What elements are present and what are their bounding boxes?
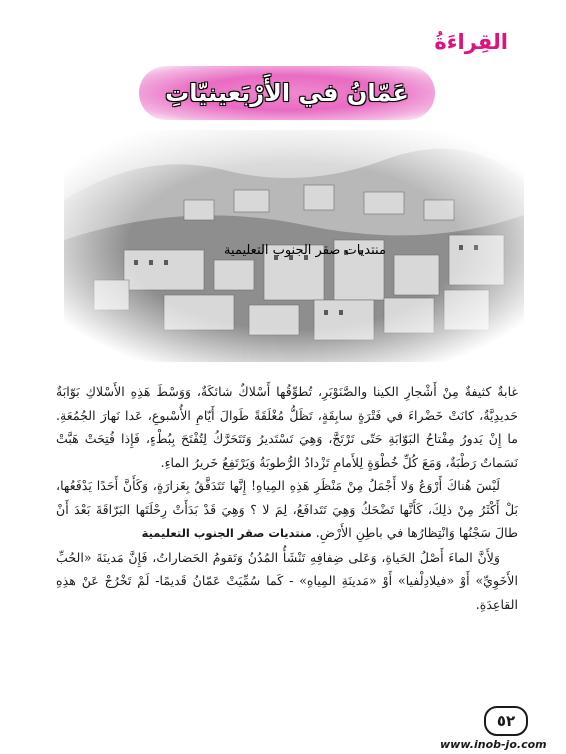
photo-watermark: منتديات صقر الجنوب التعليمية <box>224 243 386 258</box>
text-line: بَوّابَةٌ حَديدِيَّةٌ، كانَتْ خَضْراءَ في فَتْرَةٍ سابِقَةٍ، تَظَلُّ مُغْلَقَةً طَوالَ أَيّامِ الأُسْبوعِ، عَدا نَهارَ <box>56 384 518 423</box>
inline-watermark: منتديات صقر الجنوب التعليمية <box>141 526 312 540</box>
lesson-title: عَمّانُ في الأَرْبَعينيّاتِ <box>165 79 409 107</box>
site-url: www.inob-jo.com <box>440 738 547 751</box>
text-line: «الحُبِّ الأَخَوِيِّ» أَوْ «فيلادِلْفيا» أَوْ «مَدينَةِ المِياهِ» - كَما سُمِّيَتْ عَمّانُ قَديمًا- لَمْ <box>56 549 518 588</box>
paragraph-3 <box>56 546 518 617</box>
text-line: البَرّاقَةَ بَعْدَ أَنْ طالَ سَجْنُها وَانْتِظارُها في باطِنِ الأَرْضِ. <box>56 501 518 540</box>
page-number-badge <box>484 706 528 736</box>
text-line: الجُمُعَةِ. ما إِنْ يَدورُ مِفْتاحُ البَوّابَةِ حَتّى تَرْتَجَّ، وَهِيَ تَسْتَديرُ وَتَتَحَرَّكُ لِتُفْتَحَ بِبُطْءٍ، فَإِذا <box>56 407 518 446</box>
text-line: تَخْرُجْ عَنْ هذِهِ القاعِدَةِ. <box>56 573 518 612</box>
paragraph-1 <box>56 380 518 474</box>
text-line: غابةٌ كثيفةٌ مِنْ أَشْجارِ الكينا والصَّنَوْبَرِ، تُطوِّقُها أَسْلاكٌ شائكَةٌ، وَوَسْطَ هَذِهِ الأَسْلاكِ <box>85 384 518 399</box>
text-line: وَلِأَنَّ الماءَ أَصْلُ الحَياةِ، وَعَلى ضِفافِهِ تَنْشَأُ المُدُنُ وَتَقومُ الحَضاراتُ، فَإِنَّ مَدينَةَ <box>96 549 500 565</box>
reading-text <box>56 380 518 616</box>
paragraph-2 <box>56 474 518 546</box>
text-line: لَيْسَ هُناكَ أَرْوَعُ وَلا أَجْمَلُ مِنْ مَنْظَرِ هَذِهِ المِياهِ! إِنَّها تَتَدَفَّقُ بِغَزارَةٍ، وَكَأَنَّ أَحَدًا <box>96 478 500 493</box>
text-line: فُتِحَتْ هَبَّتْ نَسَماتٌ رَطْبَةٌ، وَمَعَ كُلِّ خُطْوَةٍ لِلأَمامِ تَزْدادُ الرُّطوبَةُ وَيَرْتَفِعُ خَريرُ الماءِ. <box>56 431 518 470</box>
section-label: القِراءَةُ <box>434 30 508 54</box>
page-number: ٥٢ <box>496 712 516 730</box>
text-line: يَدْفَعُها، بَلْ أَكْثَرُ مِنْ ذلِكَ، كَأَنَّها تَضْحَكُ وَهِيَ تَتَدافَعُ، لِمَ لا ؟ وَهِيَ قَدْ بَدَأَتْ رِحْلَتَها <box>56 478 518 517</box>
lesson-title-banner <box>139 66 435 120</box>
